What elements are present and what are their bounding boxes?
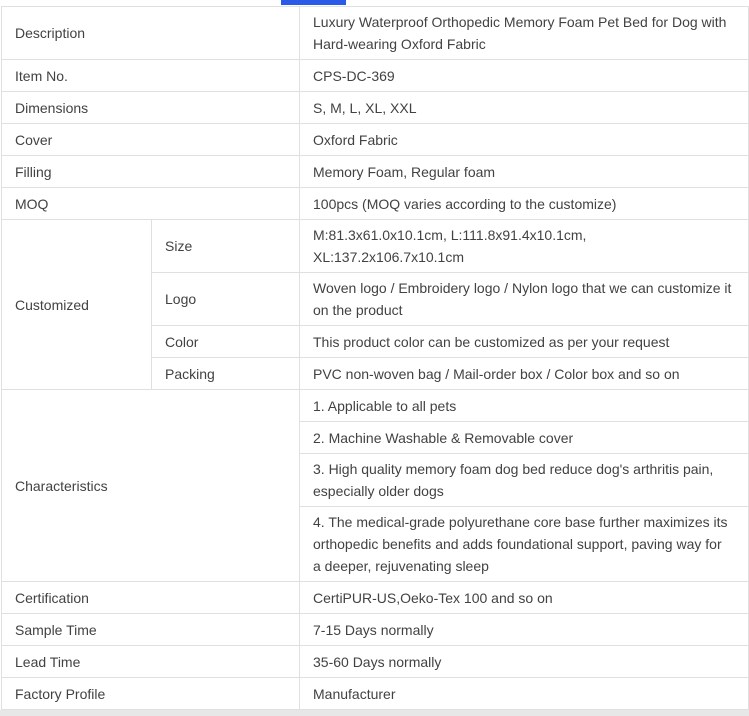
customized-size-label: Size [152,220,300,273]
moq-value: 100pcs (MOQ varies according to the customize) [300,188,749,220]
table-row-factory-profile [2,678,749,710]
table-row-item-no [2,60,749,92]
characteristic-item-2: 2. Machine Washable & Removable cover [300,422,749,454]
sample-time-label: Sample Time [2,614,300,646]
lead-time-label: Lead Time [2,646,300,678]
customized-color-label: Color [152,326,300,358]
table-row-characteristic-1 [2,390,749,422]
characteristic-item-3: 3. High quality memory foam dog bed reduce dog's arthritis pain, especially older dogs [300,454,749,507]
sample-time-value: 7-15 Days normally [300,614,749,646]
table-row-lead-time [2,646,749,678]
moq-label: MOQ [2,188,300,220]
customized-logo-value: Woven logo / Embroidery logo / Nylon logo that we can customize it on the product [300,273,749,326]
characteristic-item-4: 4. The medical-grade polyurethane core base further maximizes its orthopedic benefits and adds foundational support, paving way for a deeper, rejuvenating sleep [300,507,749,582]
lead-time-value: 35-60 Days normally [300,646,749,678]
customized-packing-label: Packing [152,358,300,390]
product-spec-table [1,6,749,710]
filling-label: Filling [2,156,300,188]
table-row-customized-size [2,220,749,273]
customized-color-value: This product color can be customized as per your request [300,326,749,358]
customized-logo-label: Logo [152,273,300,326]
characteristics-label: Characteristics [2,390,300,582]
description-label: Description [2,7,300,60]
dimensions-value: S, M, L, XL, XXL [300,92,749,124]
customized-size-value: M:81.3x61.0x10.1cm, L:111.8x91.4x10.1cm, XL:137.2x106.7x10.1cm [300,220,749,273]
customized-packing-value: PVC non-woven bag / Mail-order box / Color box and so on [300,358,749,390]
factory-profile-value: Manufacturer [300,678,749,710]
tab-bar [0,0,749,6]
dimensions-label: Dimensions [2,92,300,124]
table-row-filling [2,156,749,188]
table-row-description [2,7,749,60]
item-no-label: Item No. [2,60,300,92]
table-row-dimensions [2,92,749,124]
certification-value: CertiPUR-US,Oeko-Tex 100 and so on [300,582,749,614]
filling-value: Memory Foam, Regular foam [300,156,749,188]
description-value: Luxury Waterproof Orthopedic Memory Foam Pet Bed for Dog with Hard-wearing Oxford Fabric [300,7,749,60]
table-row-cover [2,124,749,156]
table-row-moq [2,188,749,220]
cover-value: Oxford Fabric [300,124,749,156]
certification-label: Certification [2,582,300,614]
item-no-value: CPS-DC-369 [300,60,749,92]
cover-label: Cover [2,124,300,156]
page-background-strip [0,710,749,716]
factory-profile-label: Factory Profile [2,678,300,710]
active-tab-indicator[interactable] [281,0,346,5]
table-row-certification [2,582,749,614]
customized-label: Customized [2,220,152,390]
characteristic-item-1: 1. Applicable to all pets [300,390,749,422]
table-row-sample-time [2,614,749,646]
